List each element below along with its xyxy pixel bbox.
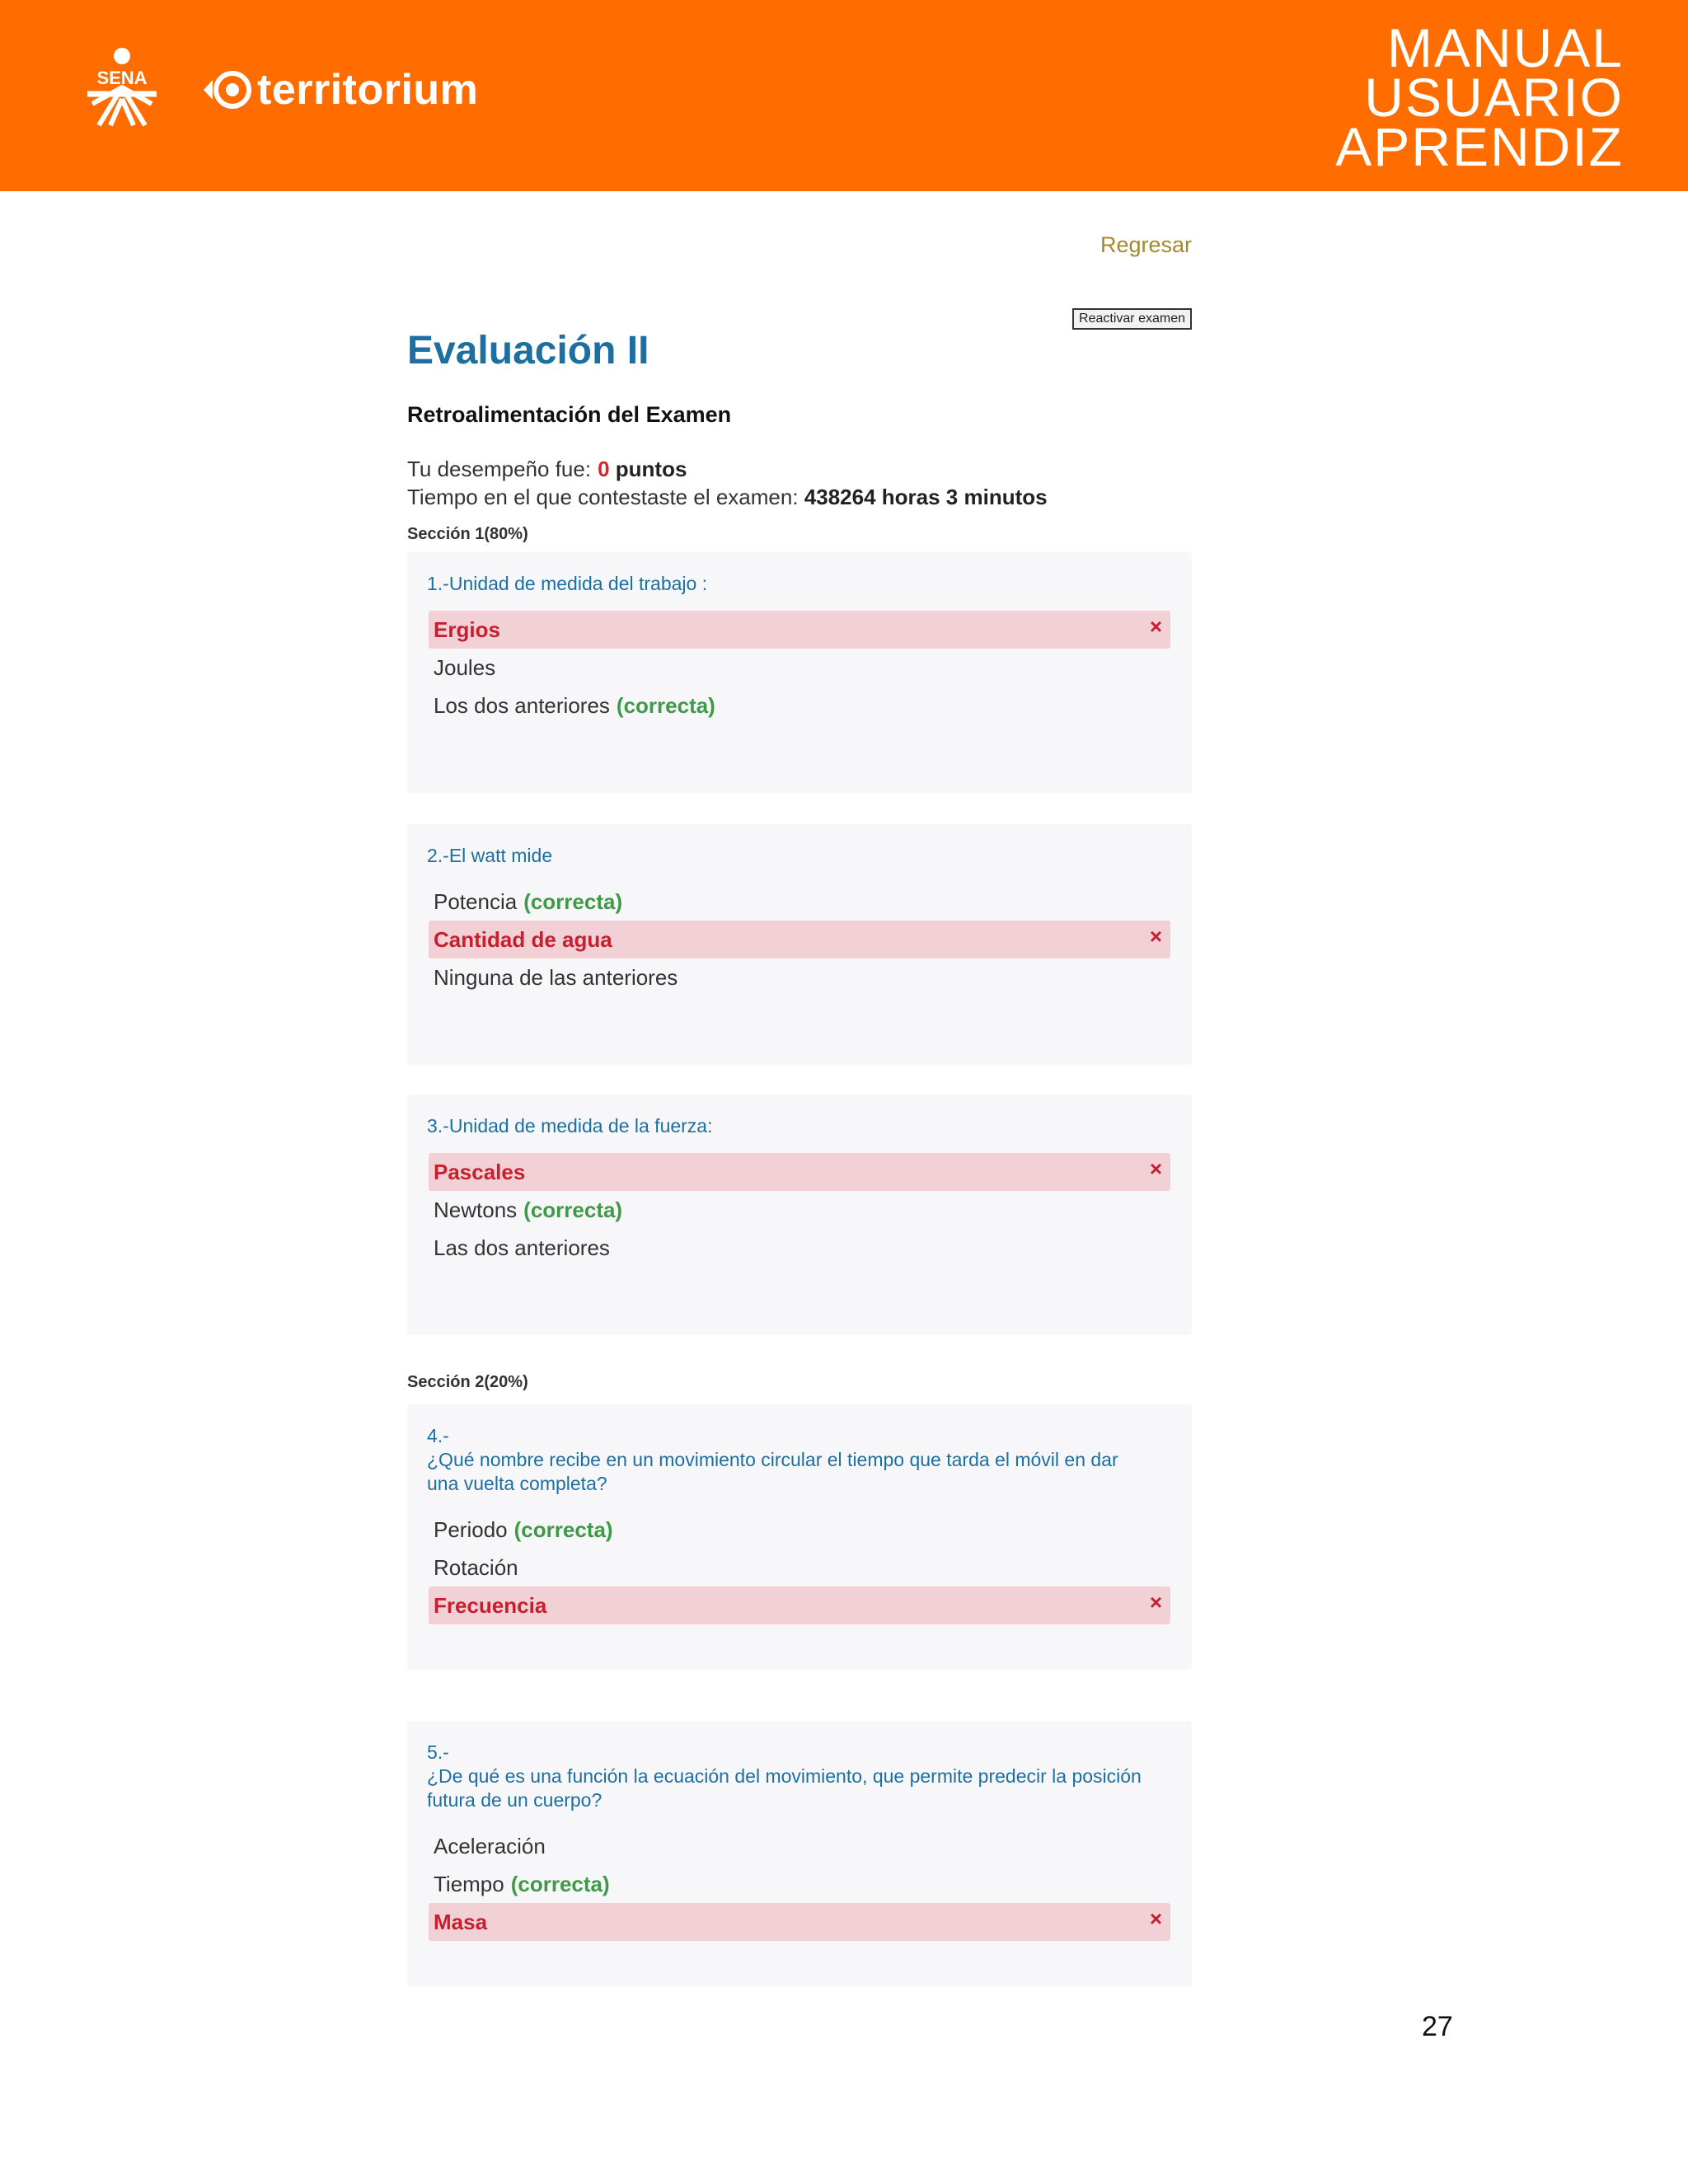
sena-logo (81, 46, 163, 129)
brand-name: territorium (257, 66, 479, 114)
question-text: 2.-El watt mide (427, 845, 553, 866)
back-link[interactable]: Regresar (1100, 232, 1192, 257)
performance-summary (407, 455, 1048, 511)
answer-text: Periodo (434, 1516, 508, 1542)
answer-text: Newtons (434, 1197, 518, 1222)
question-number: 4.- (427, 1425, 449, 1446)
question-card (407, 1721, 1192, 1986)
answer-option (429, 1827, 1170, 1865)
answer-text: Joules (434, 654, 496, 680)
header-band (0, 0, 1688, 191)
section-label: Sección 1(80%) (407, 525, 528, 543)
score-label: Tu desempeño fue: (407, 457, 592, 481)
question-body: ¿Qué nombre recibe en un movimiento circular el tiempo que tarda el móvil en dar una vuelta completa? (427, 1449, 1118, 1494)
answer-text: Frecuencia (434, 1592, 547, 1618)
reactivate-exam-button[interactable]: Reactivar examen (1072, 308, 1192, 330)
question-card (407, 824, 1192, 1065)
question-body: ¿De qué es una función la ecuación del movimiento, que permite predecir la posición futura de un cuerpo? (427, 1765, 1142, 1811)
answer-text: Pascales (434, 1159, 526, 1184)
time-value: 438264 horas 3 minutos (804, 485, 1048, 509)
answer-option (429, 611, 1170, 649)
answer-options (429, 1827, 1170, 1941)
wrong-answer-icon: × (1149, 1156, 1162, 1181)
answer-option (429, 1865, 1170, 1903)
territorium-logo (201, 61, 478, 119)
question-card (407, 552, 1192, 793)
question-card (407, 1404, 1192, 1670)
answer-text: Cantidad de agua (434, 926, 612, 952)
answer-option (429, 1229, 1170, 1267)
time-label: Tiempo en el que contestaste el examen: (407, 485, 799, 509)
time-line (407, 483, 1048, 511)
score-unit: puntos (615, 457, 687, 481)
correct-tag: (correcta) (616, 692, 715, 718)
question-card (407, 1094, 1192, 1335)
answer-option (429, 883, 1170, 921)
manual-title-line: USUARIO (1364, 67, 1624, 128)
answer-option (429, 687, 1170, 724)
page-number: 27 (1422, 2011, 1453, 2042)
wrong-answer-icon: × (1149, 924, 1162, 949)
answer-options (429, 611, 1170, 724)
answer-option (429, 1191, 1170, 1229)
question-text (427, 1424, 1152, 1496)
correct-tag: (correcta) (523, 888, 623, 914)
answer-text: Potencia (434, 888, 518, 914)
answer-text: Ergios (434, 616, 500, 642)
page-title: Evaluación II (407, 329, 649, 373)
answer-option (429, 1903, 1170, 1941)
score-line (407, 455, 1048, 483)
answer-text: Los dos anteriores (434, 692, 610, 718)
answer-text: Rotación (434, 1554, 518, 1580)
sena-logo-text: SENA (96, 68, 148, 88)
answer-options (429, 883, 1170, 996)
answer-option (429, 921, 1170, 958)
answer-options (429, 1511, 1170, 1624)
section-label: Sección 2(20%) (407, 1373, 528, 1391)
answer-text: Las dos anteriores (434, 1235, 610, 1260)
answer-option (429, 1586, 1170, 1624)
answer-text: Tiempo (434, 1871, 504, 1896)
wrong-answer-icon: × (1149, 1906, 1162, 1931)
answer-option (429, 958, 1170, 996)
question-text (427, 1741, 1152, 1812)
question-text: 3.-Unidad de medida de la fuerza: (427, 1115, 713, 1137)
answer-option (429, 1549, 1170, 1586)
manual-title (1278, 17, 1624, 177)
score-value: 0 (598, 457, 610, 481)
answer-text: Masa (434, 1909, 488, 1934)
answer-option (429, 1511, 1170, 1549)
correct-tag: (correcta) (510, 1871, 610, 1896)
answer-options (429, 1153, 1170, 1267)
manual-title-line: MANUAL (1386, 17, 1624, 78)
question-number: 5.- (427, 1741, 449, 1763)
correct-tag: (correcta) (513, 1516, 613, 1542)
answer-text: Aceleración (434, 1833, 546, 1858)
question-text: 1.-Unidad de medida del trabajo : (427, 573, 708, 594)
territorium-eye-icon (201, 69, 252, 110)
wrong-answer-icon: × (1149, 1590, 1162, 1615)
answer-option (429, 1153, 1170, 1191)
feedback-heading: Retroalimentación del Examen (407, 402, 732, 427)
answer-text: Ninguna de las anteriores (434, 964, 678, 990)
answer-option (429, 649, 1170, 687)
correct-tag: (correcta) (523, 1197, 623, 1222)
wrong-answer-icon: × (1149, 614, 1162, 639)
manual-title-line: APRENDIZ (1335, 116, 1624, 177)
